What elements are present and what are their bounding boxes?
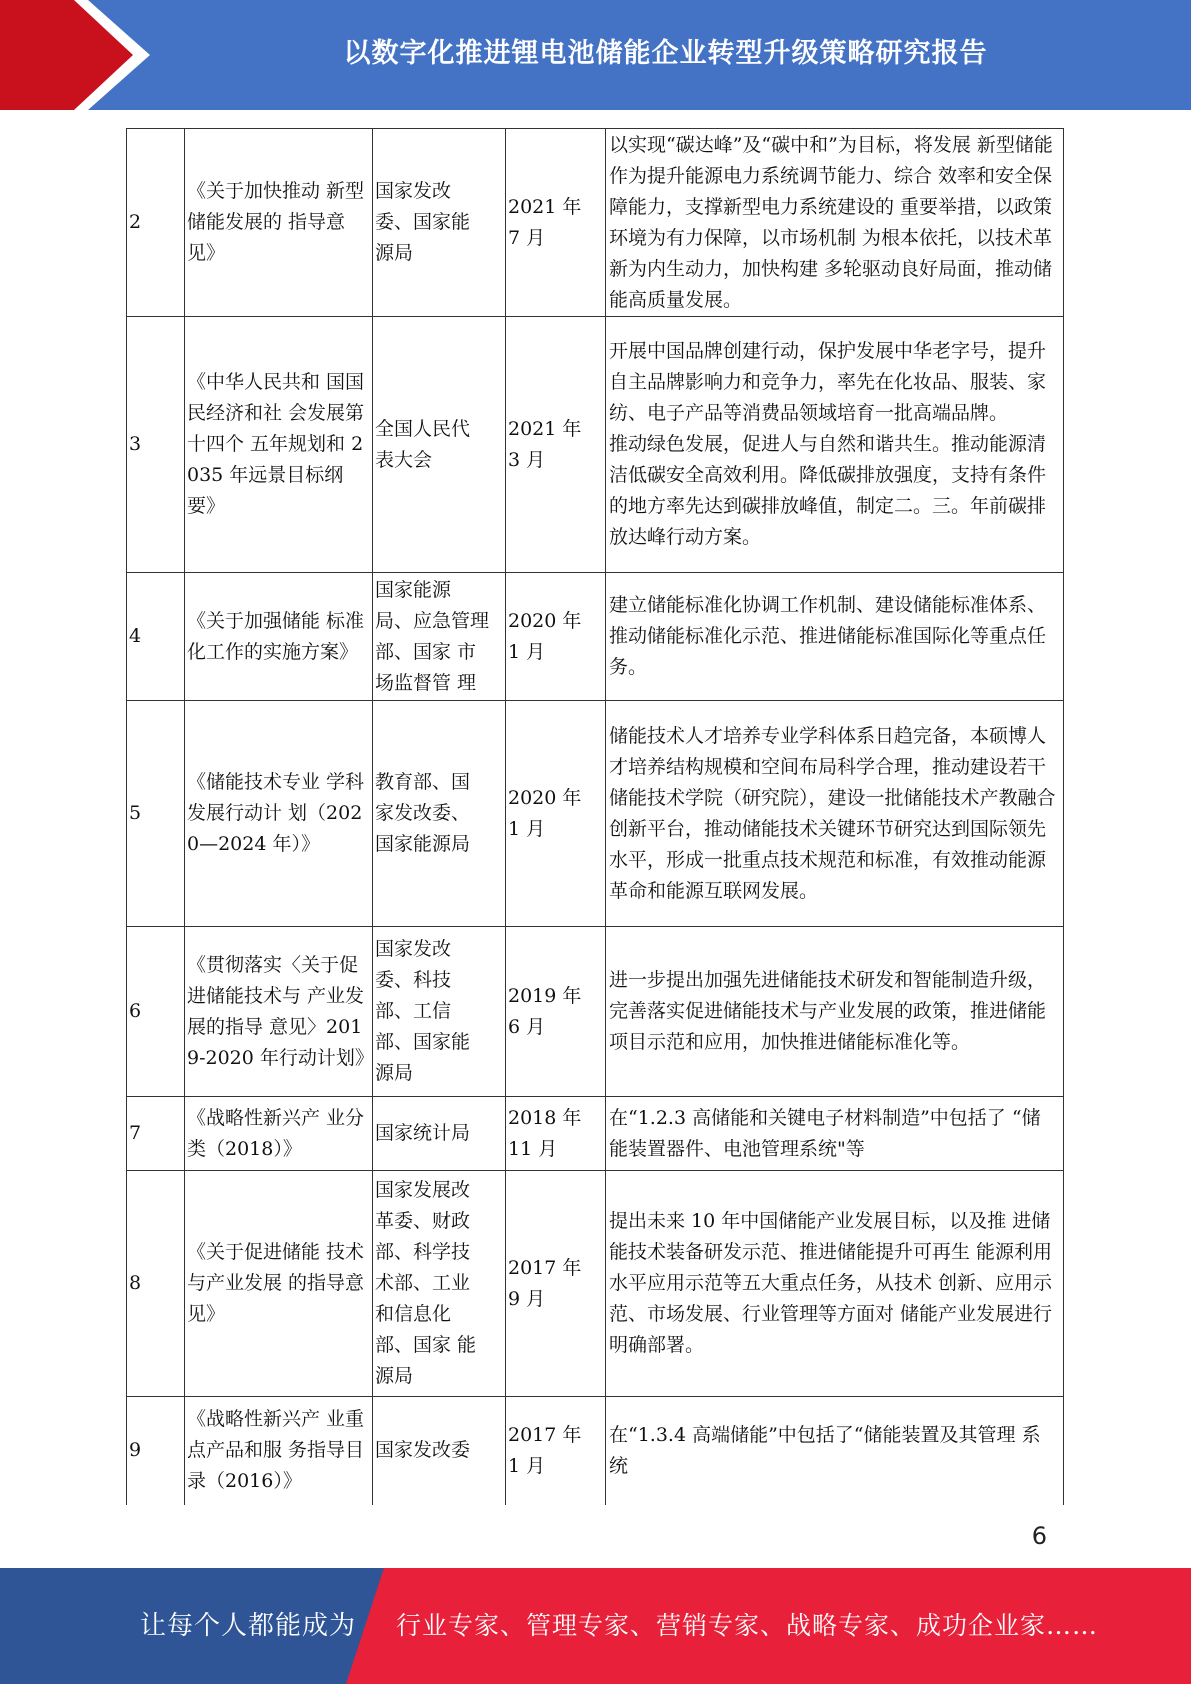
issue-date-cell <box>506 1097 606 1171</box>
policy-content: 在“1.2.3 高储能和关键电子材料制造”中包括了 “储能装置器件、电池管理系统"等 <box>609 1106 1041 1160</box>
issue-date: 2021 年 3 月 <box>508 417 582 471</box>
row-number: 7 <box>129 1122 142 1144</box>
policy-content: 进一步提出加强先进储能技术研发和智能制造升级，完善落实促进储能技术与产业发展的政策，推进储能项目示范和应用，加快推进储能标准化等。 <box>609 969 1047 1053</box>
policy-name-cell <box>185 317 373 573</box>
row-number-cell <box>127 927 185 1097</box>
issue-date-cell <box>506 129 606 317</box>
issuing-department-cell <box>373 129 506 317</box>
policy-table <box>126 128 1064 1505</box>
policy-name-cell <box>185 701 373 927</box>
issue-date: 2020 年 1 月 <box>508 609 582 663</box>
policy-name: 《关于促进储能 技术与产业发展 的指导意见》 <box>187 1241 365 1325</box>
issuing-department-cell <box>373 573 506 701</box>
issuing-department-cell <box>373 1097 506 1171</box>
issue-date: 2018 年 11 月 <box>508 1106 582 1160</box>
policy-content: 储能技术人才培养专业学科体系日趋完备，本硕博人才培养结构规模和空间布局科学合理，推动建设若干储能技术学院（研究院），建设一批储能技术产教融合创新平台，推动储能技术关键环节研究达到国际领先水平，形成一批重点技术规范和标准，有效推动能源革命和能源互联网发展。 <box>609 724 1056 902</box>
issuing-department: 国家发展改 革委、财政 部、科学技 术部、工业 和信息化 部、国家 能 源局 <box>375 1179 477 1387</box>
table-row <box>127 1171 1064 1397</box>
policy-name: 《战略性新兴产 业分类（2018）》 <box>187 1106 365 1160</box>
policy-content: 开展中国品牌创建行动，保护发展中华老字号，提升自主品牌影响力和竞争力，率先在化妆品、服装、家纺、电子产品等消费品领域培育一批高端品牌。 推动绿色发展，促进人与自然和谐共生。推动能源清洁低碳安全高效利用。降低碳排放强度，支持有条件的地方率先达到碳排放峰值，制定二。三。年前碳排放达峰行动方案。 <box>609 340 1047 548</box>
policy-content-cell <box>606 1097 1064 1171</box>
table-row <box>127 1097 1064 1171</box>
table-row <box>127 573 1064 701</box>
row-number: 2 <box>129 211 142 233</box>
policy-content: 以实现“碳达峰”及“碳中和”为目标，将发展 新型储能作为提升能源电力系统调节能力、综合 效率和安全保障能力，支撑新型电力系统建设的 重要举措，以政策环境为有力保障，以市场机制 为根本依托，以技术革新为内生动力，加快构建 多轮驱动良好局面，推动储能高质量发展。 <box>609 133 1053 311</box>
row-number-cell <box>127 573 185 701</box>
table-row <box>127 701 1064 927</box>
policy-content-cell <box>606 573 1064 701</box>
table-row <box>127 317 1064 573</box>
table-row <box>127 1397 1064 1505</box>
policy-content: 建立储能标准化协调工作机制、建设储能标准体系、推动储能标准化示范、推进储能标准国际化等重点任务。 <box>609 594 1047 678</box>
issuing-department: 国家发改 委、国家能 源局 <box>375 180 471 264</box>
policy-name-cell <box>185 1397 373 1505</box>
policy-content-cell <box>606 317 1064 573</box>
policy-content-cell <box>606 1397 1064 1505</box>
row-number-cell <box>127 1171 185 1397</box>
policy-name-cell <box>185 129 373 317</box>
policy-name: 《储能技术专业 学科发展行动计 划（2020—2024 年）》 <box>187 771 365 855</box>
issuing-department: 国家统计局 <box>375 1122 471 1144</box>
issue-date-cell <box>506 1397 606 1505</box>
row-number-cell <box>127 129 185 317</box>
table-row <box>127 129 1064 317</box>
policy-name: 《贯彻落实〈关于促进储能技术与 产业发展的指导 意见〉2019-2020 年行动计划》 <box>187 953 374 1069</box>
issuing-department-cell <box>373 317 506 573</box>
issuing-department-cell <box>373 1397 506 1505</box>
row-number: 5 <box>129 802 142 824</box>
policy-name: 《关于加强储能 标准化工作的实施方案》 <box>187 609 365 663</box>
row-number: 4 <box>129 625 142 647</box>
table-row <box>127 927 1064 1097</box>
issue-date-cell <box>506 701 606 927</box>
issue-date-cell <box>506 1171 606 1397</box>
issue-date-cell <box>506 317 606 573</box>
policy-name-cell <box>185 1097 373 1171</box>
issuing-department-cell <box>373 1171 506 1397</box>
row-number-cell <box>127 701 185 927</box>
issue-date: 2020 年 1 月 <box>508 786 582 840</box>
policy-content-cell <box>606 1171 1064 1397</box>
row-number: 3 <box>129 433 142 455</box>
policy-name: 《中华人民共和 国国民经济和社 会发展第十四个 五年规划和 2035 年远景目标纲 要》 <box>187 371 365 517</box>
issue-date: 2019 年 6 月 <box>508 984 582 1038</box>
row-number: 8 <box>129 1272 142 1294</box>
issue-date: 2017 年 1 月 <box>508 1423 582 1477</box>
policy-content-cell <box>606 129 1064 317</box>
issue-date: 2017 年 9 月 <box>508 1256 582 1310</box>
issuing-department-cell <box>373 701 506 927</box>
row-number-cell <box>127 1097 185 1171</box>
row-number-cell <box>127 317 185 573</box>
policy-content: 提出未来 10 年中国储能产业发展目标，以及推 进储能技术装备研发示范、推进储能提升可再生 能源利用水平应用示范等五大重点任务，从技术 创新、应用示范、市场发展、行业管理等方面对 储能产业发展进行明确部署。 <box>609 1210 1053 1356</box>
policy-name: 《战略性新兴产 业重点产品和服 务指导目录（2016）》 <box>187 1408 365 1493</box>
issue-date-cell <box>506 927 606 1097</box>
row-number-cell <box>127 1397 185 1505</box>
row-number: 9 <box>129 1439 142 1462</box>
footer-slogan-right: 行业专家、管理专家、营销专家、战略专家、成功企业家…… <box>396 1611 1099 1640</box>
report-title: 以数字化推进锂电池储能企业转型升级策略研究报告 <box>343 37 988 69</box>
policy-name-cell <box>185 927 373 1097</box>
issuing-department: 教育部、国 家发改委、 国家能源局 <box>375 771 471 855</box>
footer-slogan-left: 让每个人都能成为 <box>140 1611 357 1641</box>
page-footer <box>0 1568 1191 1684</box>
policy-content: 在“1.3.4 高端储能”中包括了“储能装置及其管理 系统 <box>609 1423 1041 1477</box>
header-arrow-decoration <box>0 0 150 110</box>
page-header <box>0 0 1191 110</box>
issuing-department-cell <box>373 927 506 1097</box>
issuing-department: 国家发改委 <box>375 1439 471 1462</box>
issuing-department: 国家能源 局、应急管理 部、国家 市 场监督管 理 <box>375 578 490 694</box>
issue-date-cell <box>506 573 606 701</box>
policy-content-cell <box>606 927 1064 1097</box>
policy-name: 《关于加快推动 新型储能发展的 指导意见》 <box>187 180 365 264</box>
page-number: 6 <box>1031 1522 1047 1550</box>
policy-content-cell <box>606 701 1064 927</box>
issuing-department: 全国人民代 表大会 <box>375 417 471 471</box>
issuing-department: 国家发改 委、科技 部、工信 部、国家能 源局 <box>375 938 471 1084</box>
policy-name-cell <box>185 1171 373 1397</box>
issue-date: 2021 年 7 月 <box>508 195 582 249</box>
policy-name-cell <box>185 573 373 701</box>
row-number: 6 <box>129 1000 142 1022</box>
